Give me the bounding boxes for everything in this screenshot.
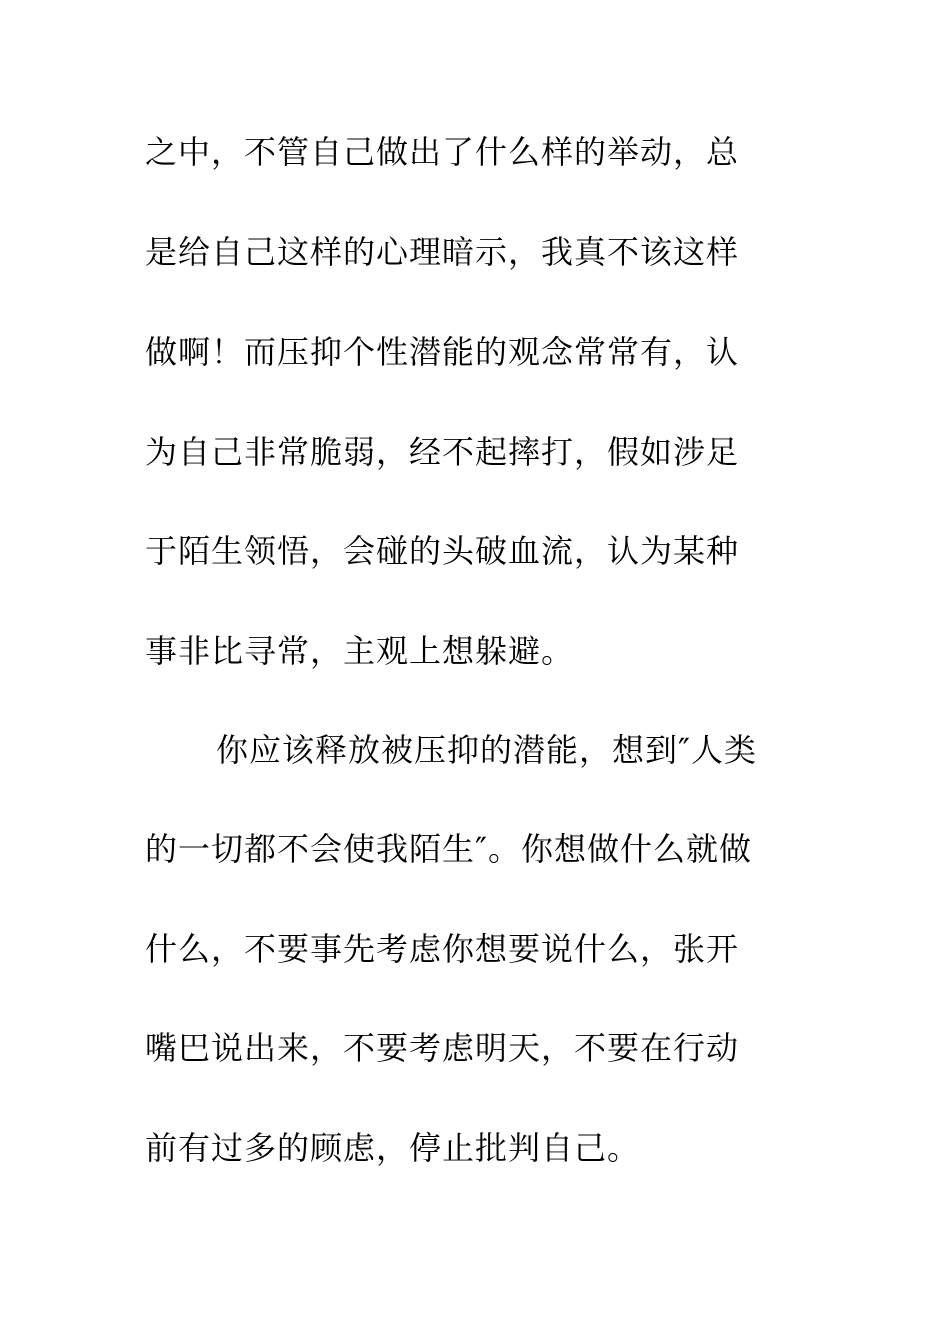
paragraph-line: 之中，不管自己做出了什么样的举动，总 <box>145 133 740 171</box>
paragraph-line: 嘴巴说出来，不要考虑明天，不要在行动 <box>145 1029 740 1067</box>
paragraph-line: 做啊！而压抑个性潜能的观念常常有，认 <box>145 333 740 371</box>
paragraph-line: 于陌生领悟，会碰的头破血流，认为某种 <box>145 532 740 570</box>
paragraph-line: 是给自己这样的心理暗示，我真不该这样 <box>145 233 740 271</box>
paragraph-line: 前有过多的顾虑，停止批判自己。 <box>145 1129 641 1167</box>
paragraph-line: 的一切都不会使我陌生″。你想做什么就做 <box>145 830 752 868</box>
paragraph-line: 事非比寻常，主观上想躲避。 <box>145 632 575 670</box>
paragraph-line: 什么，不要事先考虑你想要说什么，张开 <box>145 930 740 968</box>
paragraph-line: 为自己非常脆弱，经不起摔打，假如涉足 <box>145 433 740 471</box>
paragraph-line: 你应该释放被压抑的潜能，想到″人类 <box>216 731 757 769</box>
